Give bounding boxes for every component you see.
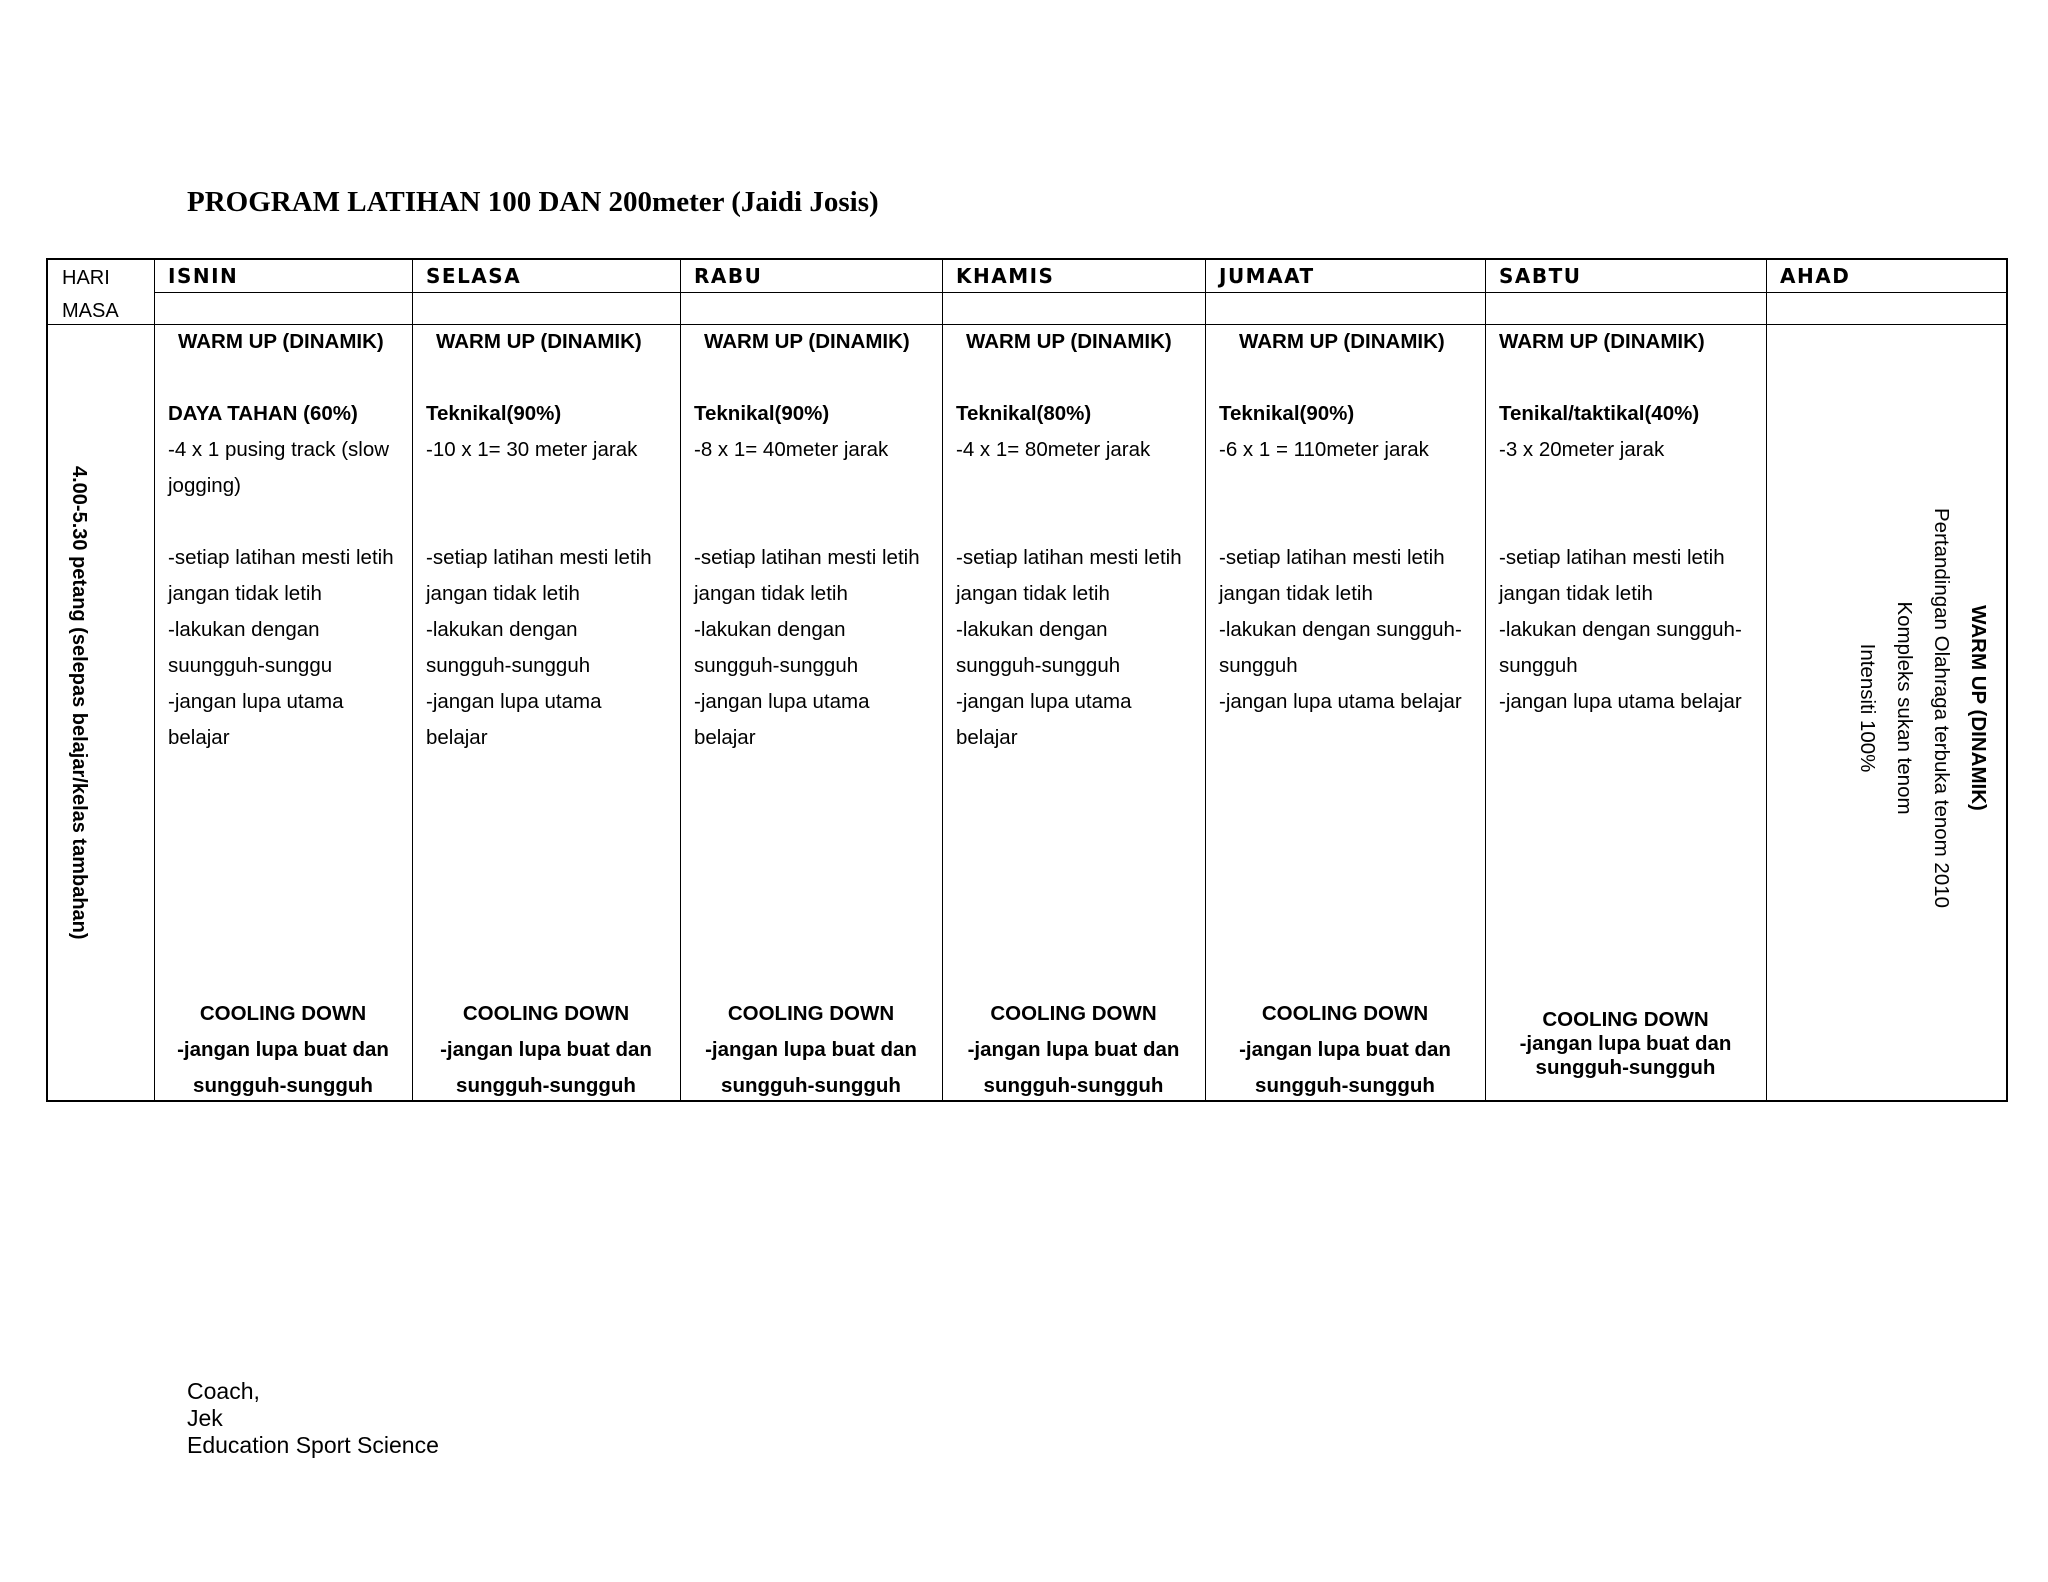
exercise-line: -setiap latihan mesti letih — [1499, 546, 1725, 569]
exercise-line: -lakukan dengan — [956, 618, 1108, 641]
exercise-line: jangan tidak letih — [426, 582, 580, 605]
signature-line: Coach, — [187, 1378, 260, 1404]
column-divider — [1485, 260, 1486, 1100]
training-focus: Teknikal(80%) — [956, 402, 1092, 425]
signature-block — [187, 1378, 439, 1459]
day-cell-khamis — [956, 324, 1201, 756]
exercise-line: -lakukan dengan sungguh- — [1219, 618, 1462, 641]
masa-label: MASA — [62, 300, 119, 322]
exercise-line: -lakukan dengan sungguh- — [1499, 618, 1742, 641]
training-focus: Teknikal(90%) — [694, 402, 830, 425]
day-cell-isnin — [168, 324, 408, 756]
exercise-line: jangan tidak letih — [168, 582, 322, 605]
training-focus: DAYA TAHAN (60%) — [168, 402, 358, 425]
exercise-line: sungguh-sungguh — [694, 654, 859, 677]
hari-label: HARI — [62, 267, 110, 289]
training-focus: Tenikal/taktikal(40%) — [1499, 402, 1700, 425]
column-divider — [1766, 260, 1767, 1100]
exercise-line: -setiap latihan mesti letih — [1219, 546, 1445, 569]
cooldown-rabu: COOLING DOWN -jangan lupa buat dan sungguh-sungguh — [705, 1002, 917, 1097]
day-cell-selasa — [426, 324, 676, 756]
warmup-label: WARM UP (DINAMIK) — [436, 330, 642, 353]
exercise-line: -jangan lupa utama — [956, 690, 1132, 713]
exercise-line: -lakukan dengan — [694, 618, 846, 641]
exercise-line: sungguh — [1219, 654, 1298, 677]
cooldown-jumaat: COOLING DOWN -jangan lupa buat dan sungguh-sungguh — [1239, 1002, 1451, 1097]
exercise-line: -lakukan dengan — [426, 618, 578, 641]
exercise-line: -jangan lupa utama — [168, 690, 344, 713]
exercise-line: -lakukan dengan — [168, 618, 320, 641]
exercise-line: belajar — [168, 726, 230, 749]
warmup-label: WARM UP (DINAMIK) — [704, 330, 910, 353]
exercise-line: -3 x 20meter jarak — [1499, 438, 1665, 461]
exercise-line: -setiap latihan mesti letih — [426, 546, 652, 569]
row-divider — [154, 292, 2006, 293]
training-focus: Teknikal(90%) — [426, 402, 562, 425]
day-header-ahad: AHAD — [1780, 264, 1851, 288]
exercise-line: -setiap latihan mesti letih — [168, 546, 394, 569]
column-divider — [942, 260, 943, 1100]
exercise-line: belajar — [426, 726, 488, 749]
exercise-line: -setiap latihan mesti letih — [956, 546, 1182, 569]
cooldown-selasa: COOLING DOWN -jangan lupa buat dan sungguh-sungguh — [440, 1002, 652, 1097]
exercise-line: sungguh — [1499, 654, 1578, 677]
exercise-line: belajar — [694, 726, 756, 749]
exercise-line: -setiap latihan mesti letih — [694, 546, 920, 569]
day-header-selasa: SELASA — [426, 264, 522, 288]
exercise-line: jogging) — [168, 474, 241, 497]
day-header-isnin: ISNIN — [168, 264, 239, 288]
cooldown-khamis: COOLING DOWN -jangan lupa buat dan sungguh-sungguh — [967, 1002, 1180, 1097]
training-focus: Teknikal(90%) — [1219, 402, 1355, 425]
warmup-label: WARM UP (DINAMIK) — [1499, 330, 1705, 353]
day-header-khamis: KHAMIS — [956, 264, 1055, 288]
exercise-line: -8 x 1= 40meter jarak — [694, 438, 889, 461]
column-divider — [680, 260, 681, 1100]
exercise-line: sungguh-sungguh — [956, 654, 1121, 677]
exercise-line: jangan tidak letih — [1499, 582, 1653, 605]
day-header-sabtu: SABTU — [1499, 264, 1582, 288]
exercise-line: -10 x 1= 30 meter jarak — [426, 438, 638, 461]
exercise-line: belajar — [956, 726, 1018, 749]
exercise-line: -4 x 1= 80meter jarak — [956, 438, 1151, 461]
exercise-line: -jangan lupa utama belajar — [1219, 690, 1462, 713]
cooldown-isnin: COOLING DOWN -jangan lupa buat dan sungguh-sungguh — [177, 1002, 389, 1097]
exercise-line: jangan tidak letih — [1219, 582, 1373, 605]
exercise-line: -jangan lupa utama — [694, 690, 870, 713]
exercise-line: -jangan lupa utama belajar — [1499, 690, 1742, 713]
exercise-line: sungguh-sungguh — [426, 654, 591, 677]
cooldown-sabtu: COOLING DOWN -jangan lupa buat dan sungguh-sungguh — [1519, 1008, 1732, 1079]
training-schedule-table — [46, 258, 2008, 1102]
warmup-label: WARM UP (DINAMIK) — [966, 330, 1172, 353]
day-cell-rabu — [694, 324, 939, 756]
day-cell-jumaat — [1219, 324, 1481, 720]
time-slot: 4.00-5.30 petang (selepas belajar/kelas tambahan) — [68, 466, 90, 940]
exercise-line: jangan tidak letih — [956, 582, 1110, 605]
day-header-rabu: RABU — [694, 264, 763, 288]
exercise-line: -jangan lupa utama — [426, 690, 602, 713]
signature-line: Jek — [187, 1405, 223, 1431]
exercise-line: jangan tidak letih — [694, 582, 848, 605]
document-title: PROGRAM LATIHAN 100 DAN 200meter (Jaidi Josis) — [187, 186, 879, 218]
exercise-line: -4 x 1 pusing track (slow — [168, 438, 390, 461]
exercise-line: -6 x 1 = 110meter jarak — [1219, 438, 1429, 461]
warmup-label: WARM UP (DINAMIK) — [178, 330, 384, 353]
column-divider — [154, 260, 155, 1100]
warmup-label: WARM UP (DINAMIK) — [1239, 330, 1445, 353]
ahad-competition-note: WARM UP (DINAMIK) Pertandingan Olahraga terbuka tenom 2010 Kompleks sukan tenom Intensiti 100% — [1856, 508, 1990, 909]
column-divider — [412, 260, 413, 1100]
exercise-line: suungguh-sunggu — [168, 654, 333, 677]
day-cell-sabtu — [1499, 324, 1761, 720]
signature-line: Education Sport Science — [187, 1432, 439, 1458]
column-divider — [1205, 260, 1206, 1100]
day-header-jumaat: JUMAAT — [1219, 264, 1315, 288]
